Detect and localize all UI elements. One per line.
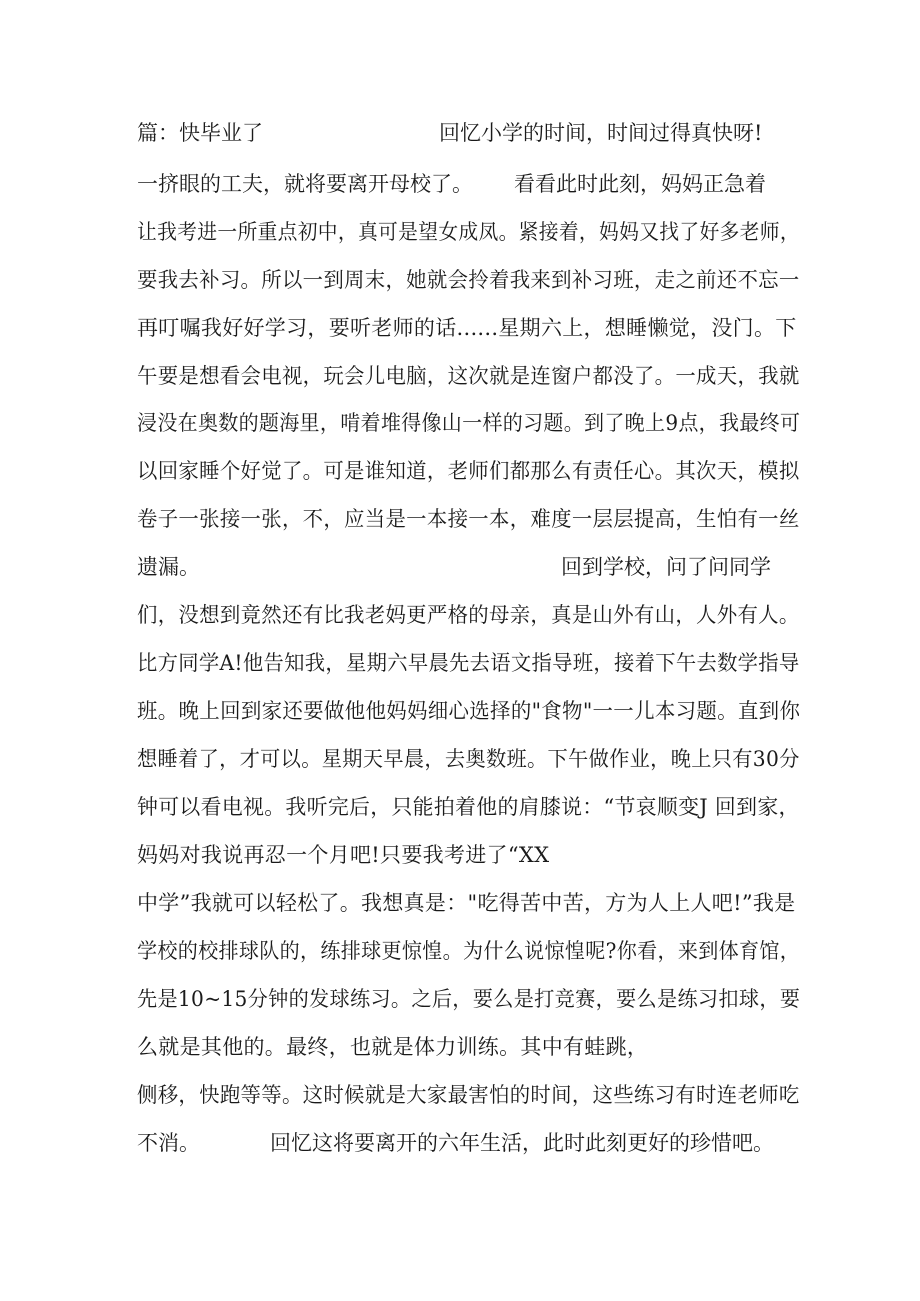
text-line: 午要是想看会电视，玩会儿电脑，这次就是连窗户都没了。一成天，我就	[137, 364, 800, 388]
text-segment: 回忆小学的时间，时间过得真快呀!	[439, 121, 763, 145]
text-line: 么就是其他的。最终，也就是体力训练。其中有蛙跳，	[137, 1035, 649, 1059]
text-line: 班。晚上回到家还要做他他妈妈细心选择的"食物"一一儿本习题。直到你	[137, 699, 801, 723]
text-line: 妈妈对我说再忍一个月吧!只要我考进了“XX	[137, 843, 550, 867]
essay-heading: 篇：快毕业了	[137, 121, 263, 145]
text-line: 钟可以看电视。我听完后，只能拍着他的肩膝说：“节哀顺变J 回到家，	[137, 795, 800, 819]
text-line: 先是10~15分钟的发球练习。之后，要么是打竞赛，要么是练习扣球，要	[137, 987, 801, 1011]
text-line: 中学”我就可以轻松了。我想真是："吃得苦中苦，方为人上人吧!”我是	[137, 891, 796, 915]
text-line: 再叮嘱我好好学习，要听老师的话......星期六上，想睡懒觉，没门。下	[137, 316, 797, 340]
text-segment: 一挤眼的工夫，就将要离开母校了。	[137, 172, 473, 196]
text-segment: 看看此时此刻，妈妈正急着	[514, 172, 766, 196]
text-line: 让我考进一所重点初中，真可是望女成凤。紧接着，妈妈又找了好多老师，	[137, 220, 800, 244]
text-segment: 遗漏。	[137, 555, 200, 579]
text-segment: 回忆这将要离开的六年生活，此时此刻更好的珍惜吧。	[270, 1131, 774, 1155]
text-line: 要我去补习。所以一到周末，她就会拎着我来到补习班，走之前还不忘一	[137, 268, 800, 292]
text-line: 以回家睡个好觉了。可是谁知道，老师们都那么有责任心。其次天，模拟	[137, 459, 800, 483]
text-segment: 回到学校，问了问同学	[561, 555, 771, 579]
text-line: 们，没想到竟然还有比我老妈更严格的母亲，真是山外有山，人外有人。	[137, 603, 800, 627]
text-line: 侧移，快跑等等。这时候就是大家最害怕的时间，这些练习有时连老师吃	[137, 1083, 800, 1107]
text-line: 想睡着了，才可以。星期天早晨，去奥数班。下午做作业，晚上只有30分	[137, 747, 800, 771]
text-line: 比方同学A!他告知我，星期六早晨先去语文指导班，接着下午去数学指导	[137, 651, 800, 675]
text-line: 学校的校排球队的，练排球更惊惶。为什么说惊惶呢?你看，来到体育馆，	[137, 939, 801, 963]
text-line: 浸没在奥数的题海里，啃着堆得像山一样的习题。到了晚上9点，我最终可	[137, 411, 801, 435]
text-line: 卷子一张接一张，不，应当是一本接一本，难度一层层提高，生怕有一丝	[137, 507, 800, 531]
text-segment: 不消。	[137, 1131, 200, 1155]
